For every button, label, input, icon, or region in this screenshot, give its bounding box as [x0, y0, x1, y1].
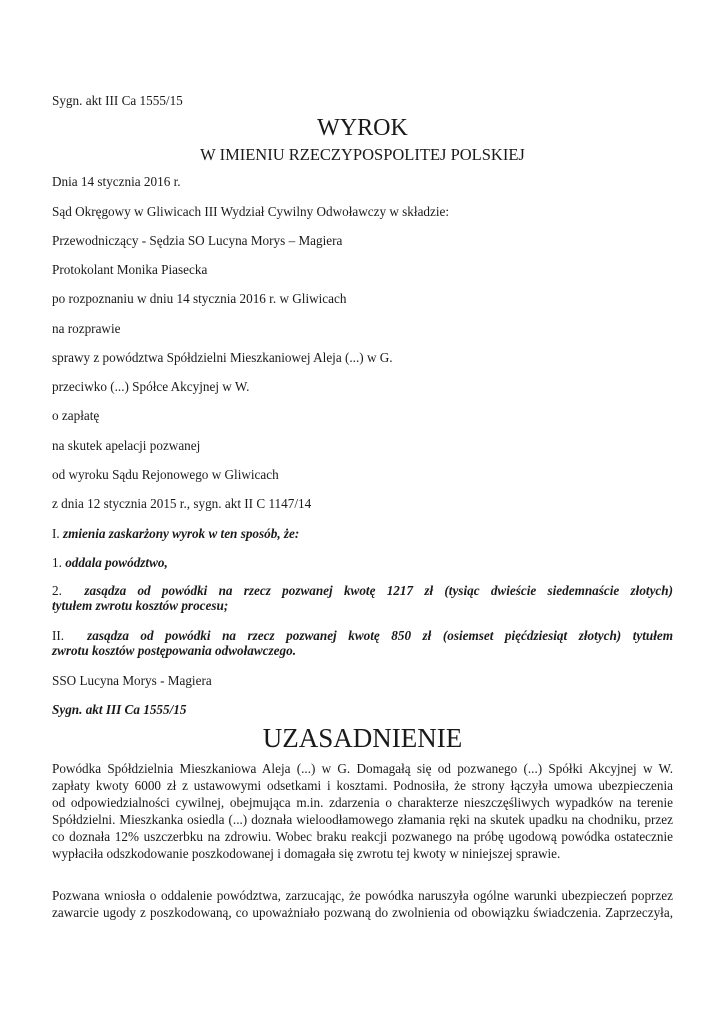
intro-line-subject: o zapłatę: [52, 408, 100, 423]
intro-line-lower-date: z dnia 12 stycznia 2015 r., sygn. akt II C 1147/14: [52, 496, 312, 511]
intro-line-date: Dnia 14 stycznia 2016 r.: [52, 174, 181, 189]
intro-line-lower-court: od wyroku Sądu Rejonowego w Gliwicach: [52, 467, 279, 482]
intro-line-court: Sąd Okręgowy w Gliwicach III Wydział Cywilny Odwoławczy w składzie:: [52, 204, 450, 219]
ruling-sub-2-number: 2.: [52, 583, 62, 598]
paragraph-2-line: zawarcie ugody z poszkodowaną, co upoważniało pozwaną do zwolnienia od obowiązku świadczenia. Zaprzeczyła,: [52, 905, 673, 920]
document-subtitle: W IMIENIU RZECZYPOSPOLITEJ POLSKIEJ: [200, 145, 525, 164]
paragraph-1-line: co doznała 12% uszczerbku na zdrowiu. Wobec braku reakcji pozwanego na próbę ugodową powódka ostatecznie: [52, 829, 673, 844]
intro-line-plaintiff: sprawy z powództwa Spółdzielni Mieszkaniowej Aleja (...) w G.: [52, 350, 393, 365]
ruling-point-1-number: I.: [52, 526, 60, 541]
judge-signature: SSO Lucyna Morys - Magiera: [52, 673, 212, 688]
paragraph-1-line: Powódka Spółdzielnia Mieszkaniowa Aleja (...) w G. Domagałą się od pozwanego (...) Spółki Akcyjnej w W.: [52, 761, 673, 776]
ruling-point-2-text-1: zasądza od powódki na rzecz pozwanej kwotę 850 zł (osiemset pięćdziesiąt złotych) tytułem: [87, 628, 674, 643]
intro-line-hearing: na rozprawie: [52, 321, 121, 336]
ruling-sub-2-text-1: zasądza od powódki na rzecz pozwanej kwotę 1217 zł (tysiąc dwieście siedemnaście złotych): [84, 583, 674, 598]
ruling-point-1-text: zmienia zaskarżony wyrok w ten sposób, że:: [63, 526, 300, 541]
ruling-point-2: [52, 627, 673, 644]
justification-title: UZASADNIENIE: [262, 723, 463, 753]
paragraph-2-line: Pozwana wniosła o oddalenie powództwa, zarzucając, że powódka naruszyła ogólne warunki ubezpieczeń poprzez: [52, 888, 673, 903]
paragraph-1-line: Spółdzielni. Mieszkanka osiedla (...) doznała wieloodłamowego złamania ręki na skutek upadku na chodniku, przez: [52, 812, 673, 827]
document-title: WYROK: [317, 115, 408, 141]
intro-line-defendant: przeciwko (...) Spółce Akcyjnej w W.: [52, 379, 250, 394]
justification-paragraph-2: [52, 887, 673, 921]
ruling-sub-2-text-2: tytułem zwrotu kosztów procesu;: [52, 598, 229, 613]
intro-line-judge: Przewodniczący - Sędzia SO Lucyna Morys – Magiera: [52, 233, 343, 248]
ruling-point-2-number: II.: [52, 628, 65, 643]
ruling-sub-1-text: oddala powództwo,: [65, 555, 168, 570]
ruling-sub-1-number: 1.: [52, 555, 62, 570]
ruling-point-2-line-1: [52, 627, 673, 644]
ruling-sub-2: [52, 582, 673, 599]
justification-paragraph-1: [52, 760, 673, 862]
intro-line-appeal: na skutek apelacji pozwanej: [52, 438, 201, 453]
ruling-sub-2-line-1: [52, 582, 673, 599]
paragraph-1-line: wypłaciła odszkodowanie poszkodowanej i domagała się zwrotu tej kwoty w niniejszej sprawie.: [52, 846, 561, 861]
case-number: Sygn. akt III Ca 1555/15: [52, 93, 183, 108]
intro-line-clerk: Protokolant Monika Piasecka: [52, 262, 208, 277]
ruling-point-2-text-2: zwrotu kosztów postępowania odwoławczego.: [52, 643, 297, 658]
paragraph-1-line: zapłaty kwoty 6000 zł z ustawowymi odsetkami i kosztami. Podnosiła, że strony łączyła umowa ubezpieczenia: [52, 778, 673, 793]
ruling-point-1: [52, 526, 299, 542]
case-number-justification: Sygn. akt III Ca 1555/15: [52, 702, 187, 717]
paragraph-1-line: od odpowiedzialności cywilnej, obejmująca m.in. zdarzenia o charakterze nieszczęśliwych wypadków na terenie: [52, 795, 673, 810]
ruling-sub-1: [52, 555, 168, 571]
intro-line-hearing-date: po rozpoznaniu w dniu 14 stycznia 2016 r. w Gliwicach: [52, 291, 347, 306]
